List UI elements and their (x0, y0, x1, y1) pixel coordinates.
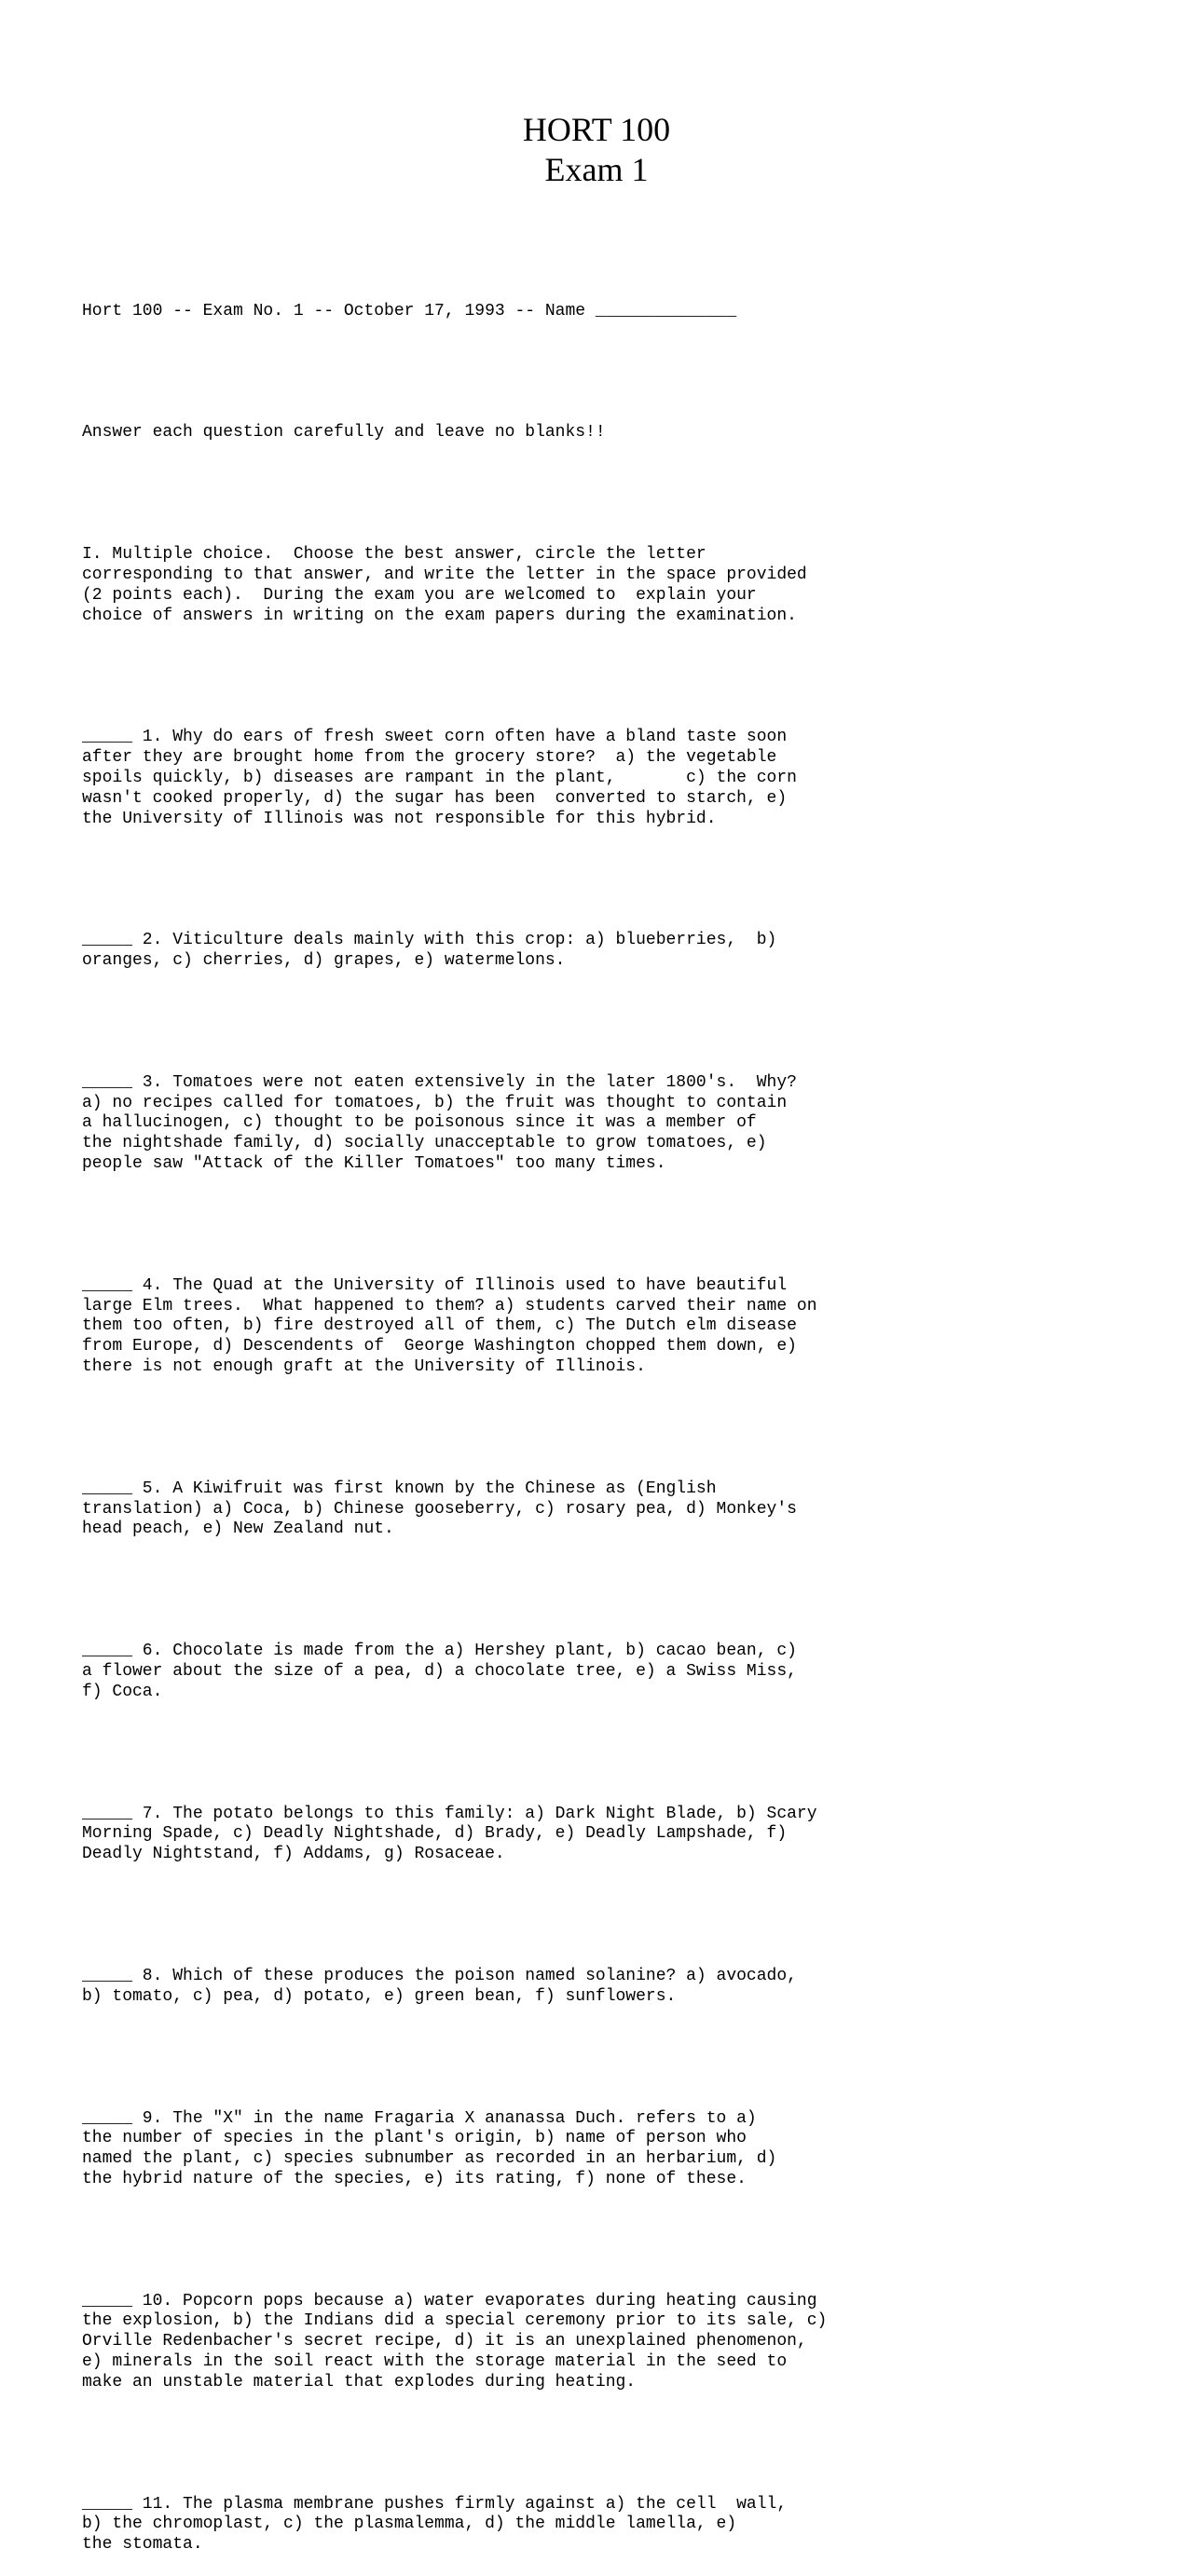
paragraph-gap (82, 1906, 1117, 1927)
paragraph-gap (82, 1012, 1117, 1032)
paragraph-gap (82, 1215, 1117, 1235)
paragraph-gap (82, 2433, 1117, 2454)
question-7: _____ 7. The potato belongs to this family: a) Dark Night Blade, b) Scary Morning Spade, c) Deadly Nightshade, d) Brady, e) Deadly Lampshade, f) Deadly Nightstand, f) Addams, g) Rosaceae. (82, 1804, 817, 1864)
paragraph-gap (82, 2230, 1117, 2251)
paragraph-gap (82, 1743, 1117, 1764)
exam-title: Exam 1 (544, 151, 649, 188)
paragraph-gap (82, 362, 1117, 383)
question-2: _____ 2. Viticulture deals mainly with this crop: a) blueberries, b) oranges, c) cherries, d) grapes, e) watermelons. (82, 931, 777, 971)
paragraph-gap (82, 667, 1117, 688)
paragraph-gap (82, 1581, 1117, 1601)
section-intro: I. Multiple choice. Choose the best answer, circle the letter corresponding to that answer, and write the letter in the space provided (2 points each). During the exam you are welcomed to explain your choice of answers in writing on the exam papers during the examination. (82, 545, 807, 625)
paragraph-gap (82, 870, 1117, 891)
question-6: _____ 6. Chocolate is made from the a) Hershey plant, b) cacao bean, c) a flower about the size of a pea, d) a chocolate tree, e) a Swiss Miss, f) Coca. (82, 1642, 797, 1701)
question-11: _____ 11. The plasma membrane pushes firmly against a) the cell wall, b) the chromoplast, c) the plasmalemma, d) the middle lamella, e) the stomata. (82, 2494, 788, 2555)
exam-instructions: Answer each question carefully and leave no blanks!! (82, 423, 606, 443)
course-title: HORT 100 (522, 111, 671, 148)
exam-body (82, 261, 1117, 2576)
paragraph-gap (82, 2048, 1117, 2068)
exam-heading-line: Hort 100 -- Exam No. 1 -- October 17, 1993 -- Name ______________ (82, 301, 737, 320)
question-10: _____ 10. Popcorn pops because a) water evaporates during heating causing the explosion, b) the Indians did a special ceremony prior to its sale, c) Orville Redenbacher's secret recipe, d) it is an unexplained phenomenon, e) minerals in the soil react with the storage material in the seed to make an unstable material that explodes during heating. (82, 2291, 828, 2392)
question-9: _____ 9. The "X" in the name Fragaria X ananassa Duch. refers to a) the number of species in the plant's origin, b) name of person who named the plant, c) species subnumber as recorded in an herbarium, d) the hybrid nature of the species, e) its rating, f) none of these. (82, 2108, 777, 2188)
paragraph-gap (82, 1418, 1117, 1438)
exam-title-block (0, 110, 1193, 190)
question-1: _____ 1. Why do ears of fresh sweet corn often have a bland taste soon after they are brought home from the grocery store? a) the vegetable spoils quickly, b) diseases are rampant in the plant, c) the corn wasn't cooked properly, d) the sugar has been converted to starch, e) the University of Illinois was not responsible for this hybrid. (82, 728, 797, 828)
question-3: _____ 3. Tomatoes were not eaten extensively in the later 1800's. Why? a) no recipes called for tomatoes, b) the fruit was thought to contain a hallucinogen, c) thought to be poisonous since it was a member of the nightshade family, d) socially unacceptable to grow tomatoes, e) people saw "Attack of the Killer Tomatoes" too many times. (82, 1072, 797, 1174)
question-4: _____ 4. The Quad at the University of Illinois used to have beautiful large Elm trees. What happened to them? a) students carved their name on them too often, b) fire destroyed all of them, c) The Dutch elm disease from Europe, d) Descendents of George Washington chopped them down, e) there is not enough graft at the University of Illinois. (82, 1275, 817, 1377)
question-8: _____ 8. Which of these produces the poison named solanine? a) avocado, b) tomato, c) pea, d) potato, e) green bean, f) sunflowers. (82, 1966, 797, 2006)
paragraph-gap (82, 484, 1117, 505)
question-5: _____ 5. A Kiwifruit was first known by the Chinese as (English translation) a) Coca, b) Chinese gooseberry, c) rosary pea, d) Monkey's head peach, e) New Zealand nut. (82, 1479, 797, 1539)
